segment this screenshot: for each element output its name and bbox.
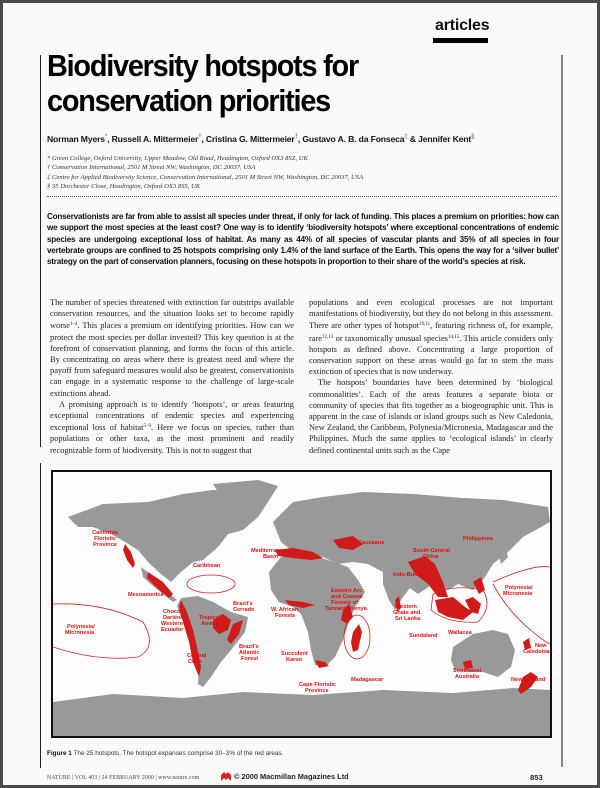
author-separator: ,	[201, 134, 206, 144]
svg-text:TropicalAndes: Tropical Andes	[199, 615, 221, 627]
svg-text:Polynesia/Micronesia: Polynesia/ Micronesia	[503, 585, 533, 597]
text: . This places a premium on identifying priorities. How can we protect the most species per dollar invested? This key question is at the forefront of conservation planning, and forms the focus of this article. By concentrating on areas where there is greatest need and where the payoff from safeguard measures would also be greatest, conservationists can engage in a systematic response to the challenge of large-scale extinctions ahead.	[50, 321, 294, 398]
text: A promising approach is to identify ‘hotspots’, or areas featuring exceptional concentrations of endemic species and experiencing exceptional loss of habitat	[50, 399, 294, 433]
citation[interactable]: 10,11	[419, 322, 431, 328]
affiliation: † Conservation International, 2501 M Street NW, Washington, DC 20037, USA	[47, 164, 256, 172]
svg-text:WesternGhats andSri Lanka: Western Ghats and Sri Lanka	[393, 604, 421, 622]
author-mark: §	[471, 134, 475, 141]
svg-text:SucculentKaroo: Succulent Karoo	[281, 651, 308, 663]
column-rule-left-lower	[40, 463, 41, 768]
citation[interactable]: 14,15	[447, 334, 460, 340]
affiliations	[47, 154, 567, 191]
author-list	[47, 134, 567, 144]
svg-text:Caribbean: Caribbean	[193, 563, 221, 569]
svg-text:New Zealand: New Zealand	[511, 677, 546, 683]
svg-text:Madagascar: Madagascar	[351, 677, 384, 683]
body-column-left	[50, 297, 294, 456]
svg-text:Eastern Arcand CoastalForests: Eastern Arc and Coastal Forests of Tanzania/Kenya	[325, 588, 367, 612]
figure-label: Figure 1	[47, 750, 72, 757]
section-label: articles	[435, 17, 490, 34]
author-separator: ,	[107, 134, 112, 144]
svg-text:MediterraneanBasin: Mediterranean Basin	[251, 548, 290, 560]
page-number: 853	[530, 773, 543, 782]
svg-text:Chocó/Darién/WesternEcuador: Chocó/ Darién/ Western Ecuador	[161, 609, 184, 633]
macmillan-logo-icon	[221, 772, 231, 781]
author-name: Russell A. Mittermeier	[111, 134, 199, 144]
svg-text:Polynesia/Micronesia: Polynesia/ Micronesia	[65, 624, 95, 636]
svg-text:CaliforniaFloristicProvince: California Floristic Province	[92, 530, 118, 548]
caption-text: The 25 hotspots. The hotspot expanses comprise 30–3% of the red areas.	[71, 750, 284, 757]
text: , featuring richness of, for example, rare	[309, 321, 553, 343]
text: . This article considers only hotspots as defined above. Concentrating a large proportion of conservation support on these areas would go far to stem the mass extinction of species that is now underway.	[309, 333, 553, 377]
author-mark: †	[198, 134, 202, 141]
author-separator: ,	[297, 134, 303, 144]
author-name: Cristina G. Mittermeier	[205, 134, 295, 144]
svg-text:Mesoamerica: Mesoamerica	[128, 592, 164, 598]
author-name: Jennifer Kent	[418, 134, 472, 144]
abstract: Conservationists are far from able to assist all species under threat, if only for lack of funding. This places a premium on priorities: how can we support the most species at the least cost? One way is to identify ‘biodiversity hotspots’ where exceptional concentrations of endemic species are undergoing exceptional loss of habitat. As many as 44% of all species of vascular plants and 35% of all species in four vertebrate groups are confined to 25 hotspots comprising only 1.4% of the land surface of the Earth. This opens the way for a ‘silver bullet’ strategy on the part of conservation planners, focusing on these hotspots in proportion to their share of the world’s species at risk.	[47, 212, 559, 267]
svg-text:Brazil'sCerrado: Brazil's Cerrado	[233, 601, 255, 613]
affiliation: * Green College, Oxford University, Upper Meadow, Old Road, Headington, Oxford OX3 8SZ, UK	[47, 155, 308, 162]
svg-text:Brazil'sAtlanticForest: Brazil's Atlantic Forest	[239, 644, 260, 662]
paragraph: The hotspots’ boundaries have been determined by ‘biological commonalities’. Each of the areas features a separate biota or community of species that fits together as a biogeographic unit. This is apparent in the case of islands or island groups such as New Caledonia, New Zealand, the Caribbean, Polynesia/Micronesia, Madagascar and the Philippines. Much the same applies to ‘ecological islands’ in clearly defined continental units such as the Cape	[309, 378, 553, 455]
paragraph	[309, 297, 553, 377]
body-column-right	[309, 297, 553, 456]
figure-caption	[47, 750, 557, 757]
text: populations and even ecological processes are not important manifestations of biodiversity, but they do not belong in this assessment. There are other types of hotspot	[309, 298, 553, 331]
divider	[47, 196, 557, 197]
citation[interactable]: 1–4	[70, 322, 78, 328]
author-mark: †	[294, 134, 298, 141]
affiliation: § 35 Dorchester Close, Headington, Oxford OX3 8SS, UK	[47, 182, 201, 190]
svg-text:Wallacea: Wallacea	[448, 630, 472, 636]
svg-text:Indo-Burma: Indo-Burma	[393, 572, 425, 578]
svg-text:Sundaland: Sundaland	[409, 633, 438, 639]
paragraph	[50, 297, 294, 399]
text: or taxonomically unusual species	[333, 333, 448, 343]
svg-text:Philippines: Philippines	[463, 536, 493, 542]
affiliation: ‡ Centre for Applied Biodiversity Science, Conservation International, 2501 M Street NW, Washington, DC 20037, USA	[47, 173, 364, 181]
article-title: Biodiversity hotspots for conservation priorities	[47, 48, 358, 118]
author-name: Gustavo A. B. da Fonseca	[302, 134, 405, 144]
author-name: Norman Myers	[47, 134, 105, 144]
citation[interactable]: 12,13	[322, 334, 334, 340]
text: . Here we focus on species, rather than populations or other taxa, as the most prominent and readily recognizable form of biodiversity. This is not to suggest that	[50, 423, 294, 455]
section-underline	[433, 38, 488, 43]
article-page	[3, 3, 597, 785]
citation[interactable]: 5–9	[143, 424, 151, 430]
world-map-graphic	[53, 472, 550, 736]
svg-text:NewCaledonia: New Caledonia	[523, 643, 550, 655]
svg-text:W. AfricanForests: W. African Forests	[271, 607, 299, 619]
hotspot-world-map	[51, 470, 552, 738]
author-separator: &	[407, 134, 419, 144]
author-mark: *	[104, 134, 108, 141]
svg-text:South-CentralChina: South-Central China	[413, 548, 450, 560]
author-mark: ‡	[404, 134, 408, 141]
column-rule-left	[40, 55, 41, 447]
copyright-text: © 2000 Macmillan Magazines Ltd	[234, 772, 349, 781]
paragraph	[50, 399, 294, 456]
svg-text:Caucasus: Caucasus	[358, 540, 385, 546]
text: The number of species threatened with extinction far outstrips available conservation resources, and the situation looks set to become rapidly worse	[50, 298, 294, 331]
svg-text:Cape FloristicProvince: Cape Floristic Province	[299, 682, 336, 694]
svg-text:SouthwestAustralia: Southwest Australia	[453, 668, 482, 680]
svg-text:CentralChile: Central Chile	[187, 653, 207, 665]
copyright-notice	[221, 772, 349, 781]
journal-citation: NATURE | VOL 403 | 24 FEBRUARY 2000 | www.nature.com	[47, 775, 200, 781]
